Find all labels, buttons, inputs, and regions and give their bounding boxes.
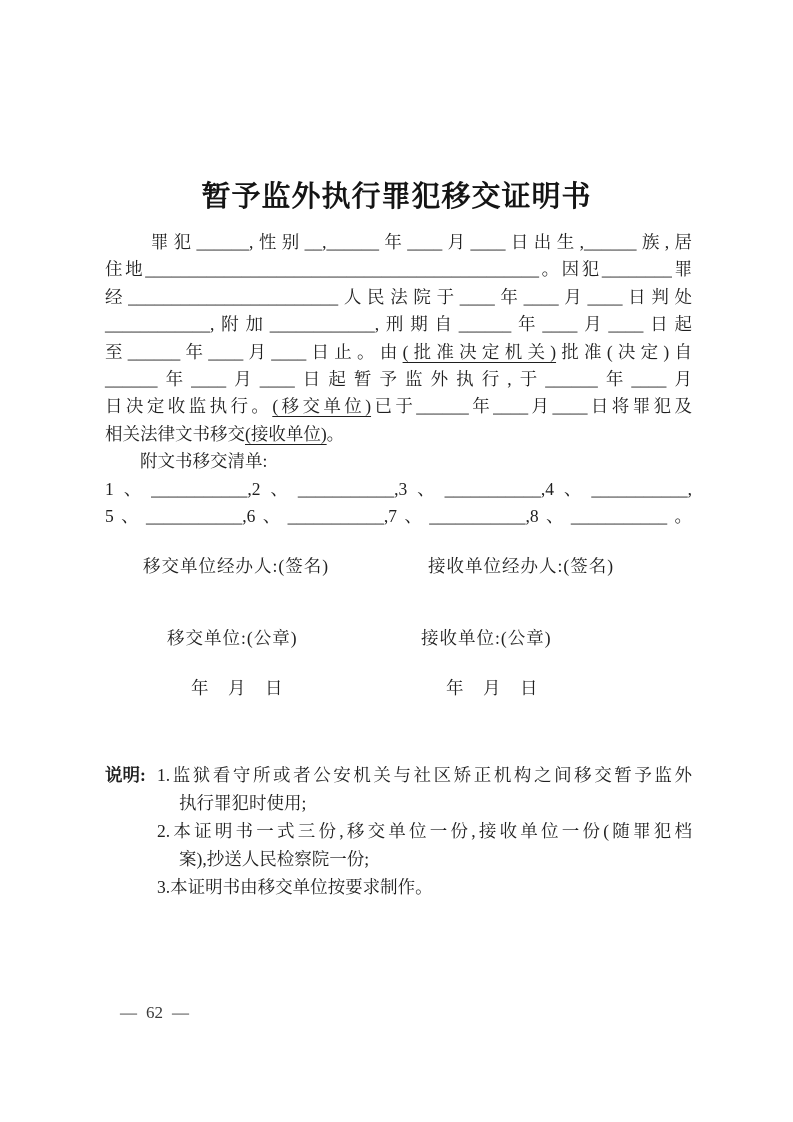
form-body	[105, 229, 692, 530]
text-run: 。	[326, 423, 345, 444]
text-run: 附文书移交清单:	[105, 451, 268, 472]
note-line	[157, 761, 692, 789]
text-run: 相关法律文书移交	[105, 423, 245, 444]
transfer-date-label: 年 月 日	[191, 678, 284, 698]
receiving-unit-seal-label: 接收单位:(公章)	[421, 628, 552, 648]
text-run: 1、___________,2、___________,3、___________,4、___________,	[105, 478, 692, 499]
text-run: ____________,附加____________,刑期自______年____月____日起	[105, 314, 692, 335]
form-line	[105, 421, 692, 448]
text-run: 案),抄送人民检察院一份;	[179, 849, 370, 869]
footer-dash-left: —	[120, 1003, 137, 1022]
note-line	[157, 873, 692, 901]
note-line	[157, 789, 692, 817]
text-run: 5、___________,6、___________,7、___________,8、___________。	[105, 506, 692, 527]
page-number: 62	[146, 1003, 163, 1022]
notes-lines	[157, 761, 692, 901]
form-line	[105, 311, 692, 338]
note-line	[157, 817, 692, 845]
notes-label: 说明:	[105, 765, 146, 785]
form-line	[105, 366, 692, 393]
underlined-term: (移交单位)	[272, 396, 372, 417]
receiving-officer-label: 接收单位经办人:(签名)	[428, 556, 615, 576]
underlined-term: (接收单位)	[245, 423, 327, 444]
notes-section	[105, 761, 692, 901]
receiving-date-label: 年 月 日	[446, 678, 539, 698]
text-run: ______年____月____日起暂予监外执行,于______年____月	[105, 369, 692, 390]
text-run: 经________________________人民法院于____年____月____日判处	[105, 286, 692, 307]
form-line	[105, 256, 692, 283]
form-line	[105, 393, 692, 420]
text-run: 1.监狱看守所或者公安机关与社区矫正机构之间移交暂予监外	[157, 765, 692, 785]
form-line	[105, 503, 692, 530]
text-run: 住地_____________________________________________。因犯________罪	[105, 259, 692, 280]
note-line	[157, 845, 692, 873]
text-run: 罪犯______,性别__,______年____月____日出生,______族,居	[105, 232, 692, 252]
text-run: 批准(决定)自	[556, 341, 693, 362]
form-line	[105, 339, 692, 366]
form-line	[105, 448, 692, 475]
page-footer	[120, 1003, 189, 1023]
footer-dash-right: —	[172, 1003, 189, 1022]
text-run: 日决定收监执行。	[105, 396, 273, 417]
text-run: 3.本证明书由移交单位按要求制作。	[157, 877, 433, 897]
text-run: 2.本证明书一式三份,移交单位一份,接收单位一份(随罪犯档	[157, 821, 692, 841]
form-line	[105, 229, 692, 256]
transfer-unit-seal-label: 移交单位:(公章)	[167, 628, 298, 648]
form-line	[105, 476, 692, 503]
transfer-officer-label: 移交单位经办人:(签名)	[143, 556, 330, 576]
underlined-term: (批准决定机关)	[402, 341, 557, 362]
form-line	[105, 284, 692, 311]
text-run: 执行罪犯时使用;	[179, 793, 307, 813]
text-run: 已于______年____月____日将罪犯及	[371, 396, 693, 417]
text-run: 至______年____月____日止。由	[105, 341, 403, 362]
document-title: 暂予监外执行罪犯移交证明书	[201, 181, 592, 213]
